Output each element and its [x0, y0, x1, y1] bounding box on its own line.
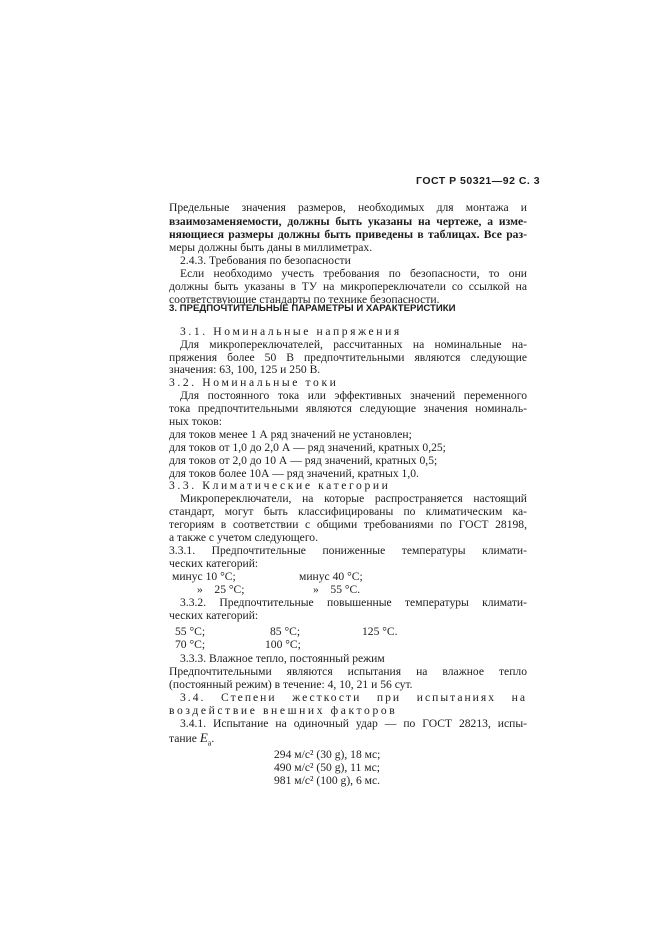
temperature-value: 55 °С; — [175, 625, 206, 638]
test-symbol-subscript: a — [207, 738, 212, 748]
text-line: няющиеся размеры должны быть приведены в таблицах. Все раз- — [169, 228, 527, 241]
text-line: Для постоянного тока или эффективных значений переменного — [180, 389, 527, 402]
test-symbol: E — [199, 730, 208, 745]
text-line: 3.3.2. Предпочтительные повышенные температуры климати- — [180, 596, 527, 609]
subsection-title: 3.1. Номинальные напряжения — [180, 325, 402, 338]
text-line: меры должны быть даны в миллиметрах. — [169, 241, 373, 254]
text-line: Если необходимо учесть требования по безопасности, то они — [180, 267, 527, 280]
text-line: Предельные значения размеров, необходимых для монтажа и — [169, 201, 527, 214]
subsection-title: 3.3. Климатические категории — [169, 479, 391, 492]
text-line: должны быть указаны в ТУ на микропереключатели со ссылкой на — [169, 280, 527, 293]
temperature-value: 85 °С; — [270, 625, 301, 638]
text-line — [169, 731, 214, 749]
list-item: для токов менее 1 А ряд значений не установлен; — [169, 428, 412, 441]
subsection-title: 3.2. Номинальные токи — [169, 376, 339, 389]
text-line: тока предпочтительными являются следующие значения номиналь- — [169, 402, 527, 415]
section-heading: 3. ПРЕДПОЧТИТЕЛЬНЫЕ ПАРАМЕТРЫ И ХАРАКТЕРИСТИКИ — [169, 303, 456, 314]
temperature-value: » 55 °С. — [313, 583, 361, 596]
list-item: для токов более 10А — ряд значений, кратных 1,0. — [169, 467, 419, 480]
temperature-value: 70 °С; — [175, 638, 206, 651]
text-line: Для микропереключателей, рассчитанных на номинальные на- — [180, 338, 527, 351]
subsection-title: 3.4. Степени жесткости при испытаниях на — [180, 691, 527, 704]
text-line: (постоянный режим) в течение: 4, 10, 21 и 56 сут. — [169, 678, 413, 691]
text-line: Предпочтительными являются испытания на влажное тепло — [169, 665, 527, 678]
text-line: взаимозаменяемости, должны быть указаны на чертеже, а изме- — [169, 215, 527, 228]
list-item: для токов от 2,0 до 10 А — ряд значений, кратных 0,5; — [169, 454, 438, 467]
temperature-value: 125 °С. — [362, 625, 398, 638]
text-line: 3.3.1. Предпочтительные пониженные температуры климати- — [169, 544, 527, 557]
subsection-title: 2.4.3. Требования по безопасности — [180, 254, 351, 267]
shock-value: 981 м/с² (100 g), 6 мс. — [274, 774, 381, 787]
temperature-value: минус 40 °С; — [299, 570, 363, 583]
text-fragment: тание — [169, 732, 197, 745]
text-line: ных токов: — [169, 415, 222, 428]
page-header: ГОСТ Р 50321—92 С. 3 — [416, 175, 541, 187]
text-line: соответствующие стандарты по технике безопасности. — [169, 293, 440, 306]
subsection-title: 3.3.3. Влажное тепло, постоянный режим — [180, 652, 385, 665]
temperature-value: » 25 °С; — [197, 583, 245, 596]
temperature-value: 100 °С; — [265, 638, 301, 651]
text-line: тегориям в соответствии с общими требованиями по ГОСТ 28198, — [169, 518, 527, 531]
text-line: ческих категорий: — [169, 609, 259, 622]
text-line: а также с учетом следующего. — [169, 531, 318, 544]
text-line: 3.4.1. Испытание на одиночный удар — по ГОСТ 28213, испы- — [180, 717, 527, 730]
text-line: Микропереключатели, на которые распространяется настоящий — [180, 492, 527, 505]
shock-value: 490 м/с² (50 g), 11 мс; — [274, 761, 380, 774]
text-line: ческих категорий: — [169, 557, 259, 570]
subsection-title: воздействие внешних факторов — [169, 704, 398, 717]
text-line: значения: 63, 100, 125 и 250 В. — [169, 363, 321, 376]
list-item: для токов от 1,0 до 2,0 А — ряд значений, кратных 0,25; — [169, 441, 446, 454]
shock-value: 294 м/с² (30 g), 18 мс; — [274, 748, 381, 761]
text-fragment: . — [211, 732, 215, 745]
text-line: стандарт, могут быть классифицированы по климатическим ка- — [169, 505, 527, 518]
text-line: пряжения более 50 В предпочтительными являются следующие — [169, 351, 527, 364]
temperature-value: минус 10 °С; — [172, 570, 236, 583]
